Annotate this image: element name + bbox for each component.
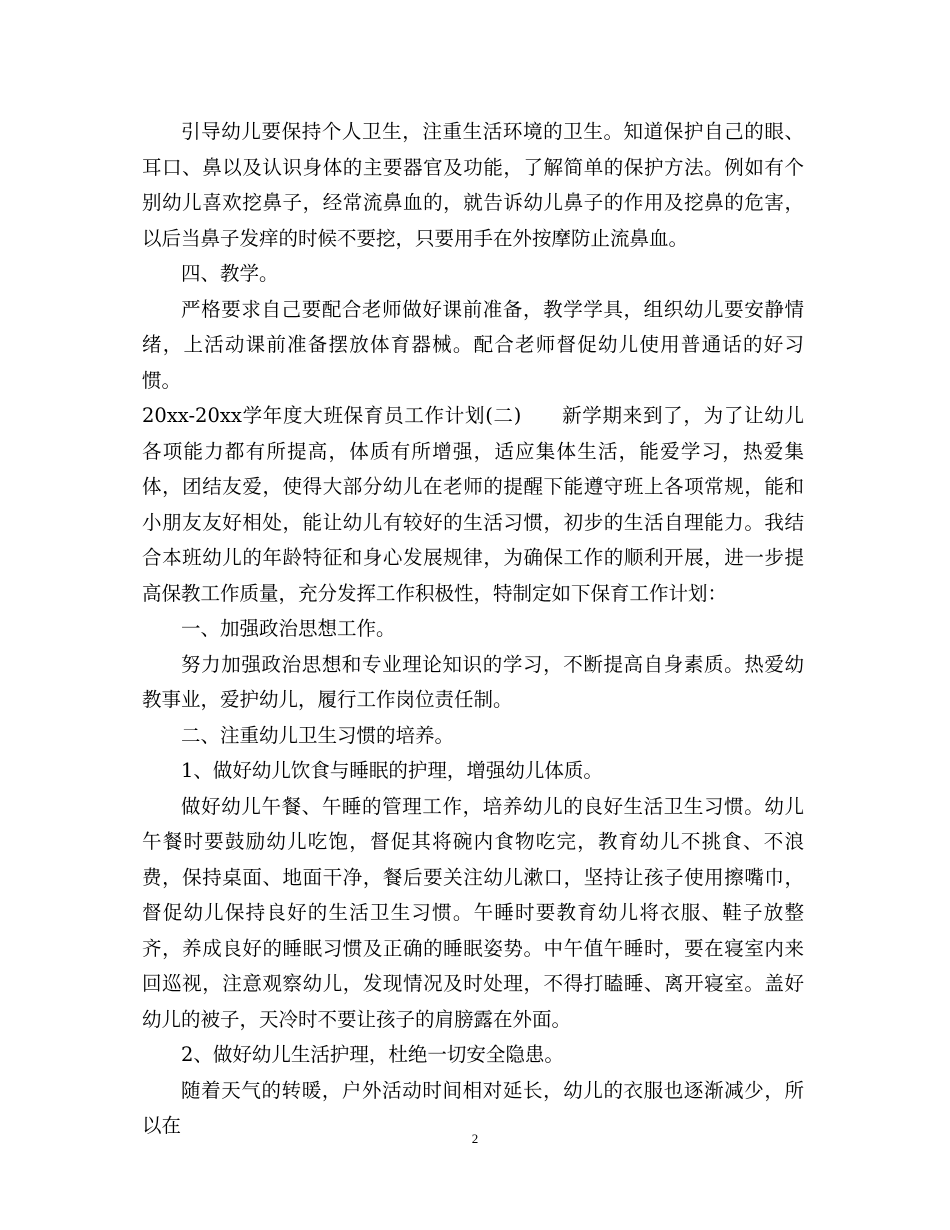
heading-teaching: 四、教学。: [181, 262, 279, 285]
plan-title: 20xx-20xx学年度大班保育员工作计划(二): [142, 404, 522, 427]
heading-hygiene-habits: 二、注重幼儿卫生习惯的培养。: [181, 723, 455, 747]
paragraph-plan-intro: [142, 398, 804, 611]
paragraph-diet-sleep: 做好幼儿午餐、午睡的管理工作，培养幼儿的良好生活卫生习惯。幼儿午餐时要鼓励幼儿吃饱，督促其将碗内食物吃完，教育幼儿不挑食、不浪费，保持桌面、地面干净，餐后要关注幼儿漱口，坚持让孩子使用擦嘴巾，督促幼儿保持良好的生活卫生习惯。午睡时要教育幼儿将衣服、鞋子放整齐，养成良好的睡眠习惯及正确的睡眠姿势。中午值午睡时，要在寝室内来回巡视，注意观察幼儿，发现情况及时处理，不得打瞌睡、离开寝室。盖好幼儿的被子，天冷时不要让孩子的肩膀露在外面。: [142, 794, 804, 1031]
paragraph-life-care: 随着天气的转暖，户外活动时间相对延长，幼儿的衣服也逐渐减少，所以在: [142, 1078, 804, 1137]
document-body: [142, 114, 804, 1144]
page-number: 2: [471, 1131, 479, 1146]
paragraph-hygiene: 引导幼儿要保持个人卫生，注重生活环境的卫生。知道保护自己的眼、耳口、鼻以及认识身体的主要器官及功能，了解简单的保护方法。例如有个别幼儿喜欢挖鼻子，经常流鼻血的，就告诉幼儿鼻子的作用及挖鼻的危害，以后当鼻子发痒的时候不要挖，只要用手在外按摩防止流鼻血。: [142, 120, 804, 250]
heading-political-work: 一、加强政治思想工作。: [181, 617, 396, 640]
subheading-diet-sleep: 1、做好幼儿饮食与睡眠的护理，增强幼儿体质。: [181, 759, 603, 782]
paragraph-political-work: 努力加强政治思想和专业理论知识的学习，不断提高自身素质。热爱幼教事业，爱护幼儿，履行工作岗位责任制。: [142, 652, 804, 711]
subheading-life-care: 2、做好幼儿生活护理，杜绝一切安全隐患。: [181, 1043, 564, 1066]
paragraph-teaching: 严格要求自己要配合老师做好课前准备，教学学具，组织幼儿要安静情绪，上活动课前准备摆放体育器械。配合老师督促幼儿使用普通话的好习惯。: [142, 297, 804, 392]
plan-intro-text: 新学期来到了，为了让幼儿各项能力都有所提高，体质有所增强，适应集体生活，能爱学习，热爱集体，团结友爱，使得大部分幼儿在老师的提醒下能遵守班上各项常规，能和小朋友友好相处，能让幼儿有较好的生活习惯，初步的生活自理能力。我结合本班幼儿的年龄特征和身心发展规律，为确保工作的顺利开展，进一步提高保教工作质量，充分发挥工作积极性，特制定如下保育工作计划：: [142, 404, 804, 605]
